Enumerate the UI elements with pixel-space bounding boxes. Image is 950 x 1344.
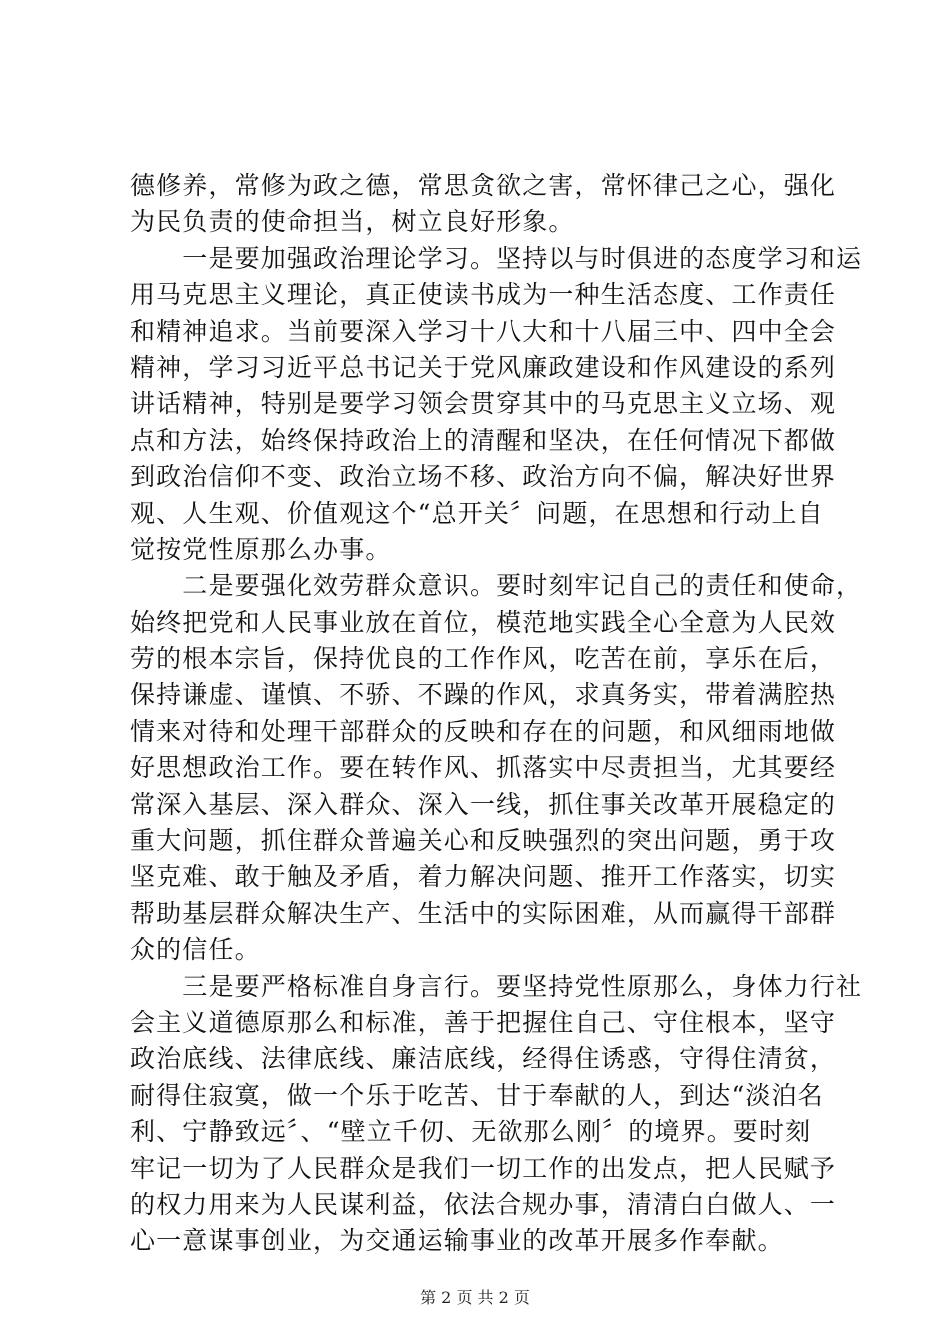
text-line: 政治底线、法律底线、廉洁底线，经得住诱惑，守得住清贫， <box>130 1044 837 1074</box>
text-line: 到政治信仰不变、政治立场不移、政治方向不偏，解决好世界 <box>130 462 837 492</box>
text-line: 的权力用来为人民谋利益，依法合规办事，清清白白做人、一 <box>130 1189 837 1219</box>
text-line: 常深入基层、深入群众、深入一线，抓住事关改革开展稳定的 <box>130 789 837 819</box>
text-line: 觉按党性原那么办事。 <box>130 534 392 564</box>
text-line: 重大问题，抓住群众普遍关心和反映强烈的突出问题，勇于攻 <box>130 826 837 856</box>
text-line: 二是要强化效劳群众意识。要时刻牢记自己的责任和使命， <box>130 571 863 601</box>
text-line: 三是要严格标准自身言行。要坚持党性原那么，身体力行社 <box>130 971 863 1001</box>
text-line: 观、人生观、价值观这个“总开关〞问题，在思想和行动上自 <box>130 498 824 528</box>
text-line: 坚克难、敢于触及矛盾，着力解决问题、推开工作落实，切实 <box>130 862 837 892</box>
text-line: 帮助基层群众解决生产、生活中的实际困难，从而赢得干部群 <box>130 898 837 928</box>
text-line: 用马克思主义理论，真正使读书成为一种生活态度、工作责任 <box>130 280 837 310</box>
text-line: 始终把党和人民事业放在首位，模范地实践全心全意为人民效 <box>130 607 837 637</box>
text-line: 为民负责的使命担当，树立良好形象。 <box>130 207 575 237</box>
text-line: 利、宁静致远〞、“壁立千仞、无欲那么刚〞的境界。要时刻 <box>130 1117 812 1147</box>
text-line: 一是要加强政治理论学习。坚持以与时俱进的态度学习和运 <box>130 243 863 273</box>
text-line: 牢记一切为了人民群众是我们一切工作的出发点，把人民赋予 <box>130 1153 837 1183</box>
text-line: 点和方法，始终保持政治上的清醒和坚决，在任何情况下都做 <box>130 425 837 455</box>
text-line: 讲话精神，特别是要学习领会贯穿其中的马克思主义立场、观 <box>130 389 837 419</box>
text-line: 劳的根本宗旨，保持优良的工作作风，吃苦在前，享乐在后， <box>130 644 837 674</box>
text-line: 德修养，常修为政之德，常思贪欲之害，常怀律己之心，强化 <box>130 171 837 200</box>
document-body <box>130 168 863 1260</box>
text-line: 心一意谋事创业，为交通运输事业的改革开展多作奉献。 <box>130 1226 784 1256</box>
text-line: 精神，学习习近平总书记关于党风廉政建设和作风建设的系列 <box>130 352 837 382</box>
text-line: 保持谦虚、谨慎、不骄、不躁的作风，求真务实，带着满腔热 <box>130 680 837 710</box>
text-line: 情来对待和处理干部群众的反映和存在的问题，和风细雨地做 <box>130 716 837 746</box>
text-line: 众的信任。 <box>130 935 261 965</box>
text-line: 会主义道德原那么和标准，善于把握住自己、守住根本，坚守 <box>130 1007 837 1037</box>
text-line: 耐得住寂寞，做一个乐于吃苦、甘于奉献的人，到达“淡泊名 <box>130 1080 824 1110</box>
text-line: 和精神追求。当前要深入学习十八大和十八届三中、四中全会 <box>130 316 837 346</box>
text-line: 好思想政治工作。要在转作风、抓落实中尽责担当，尤其要经 <box>130 753 837 783</box>
page-number-footer: 第 2 页 共 2 页 <box>420 1288 530 1307</box>
